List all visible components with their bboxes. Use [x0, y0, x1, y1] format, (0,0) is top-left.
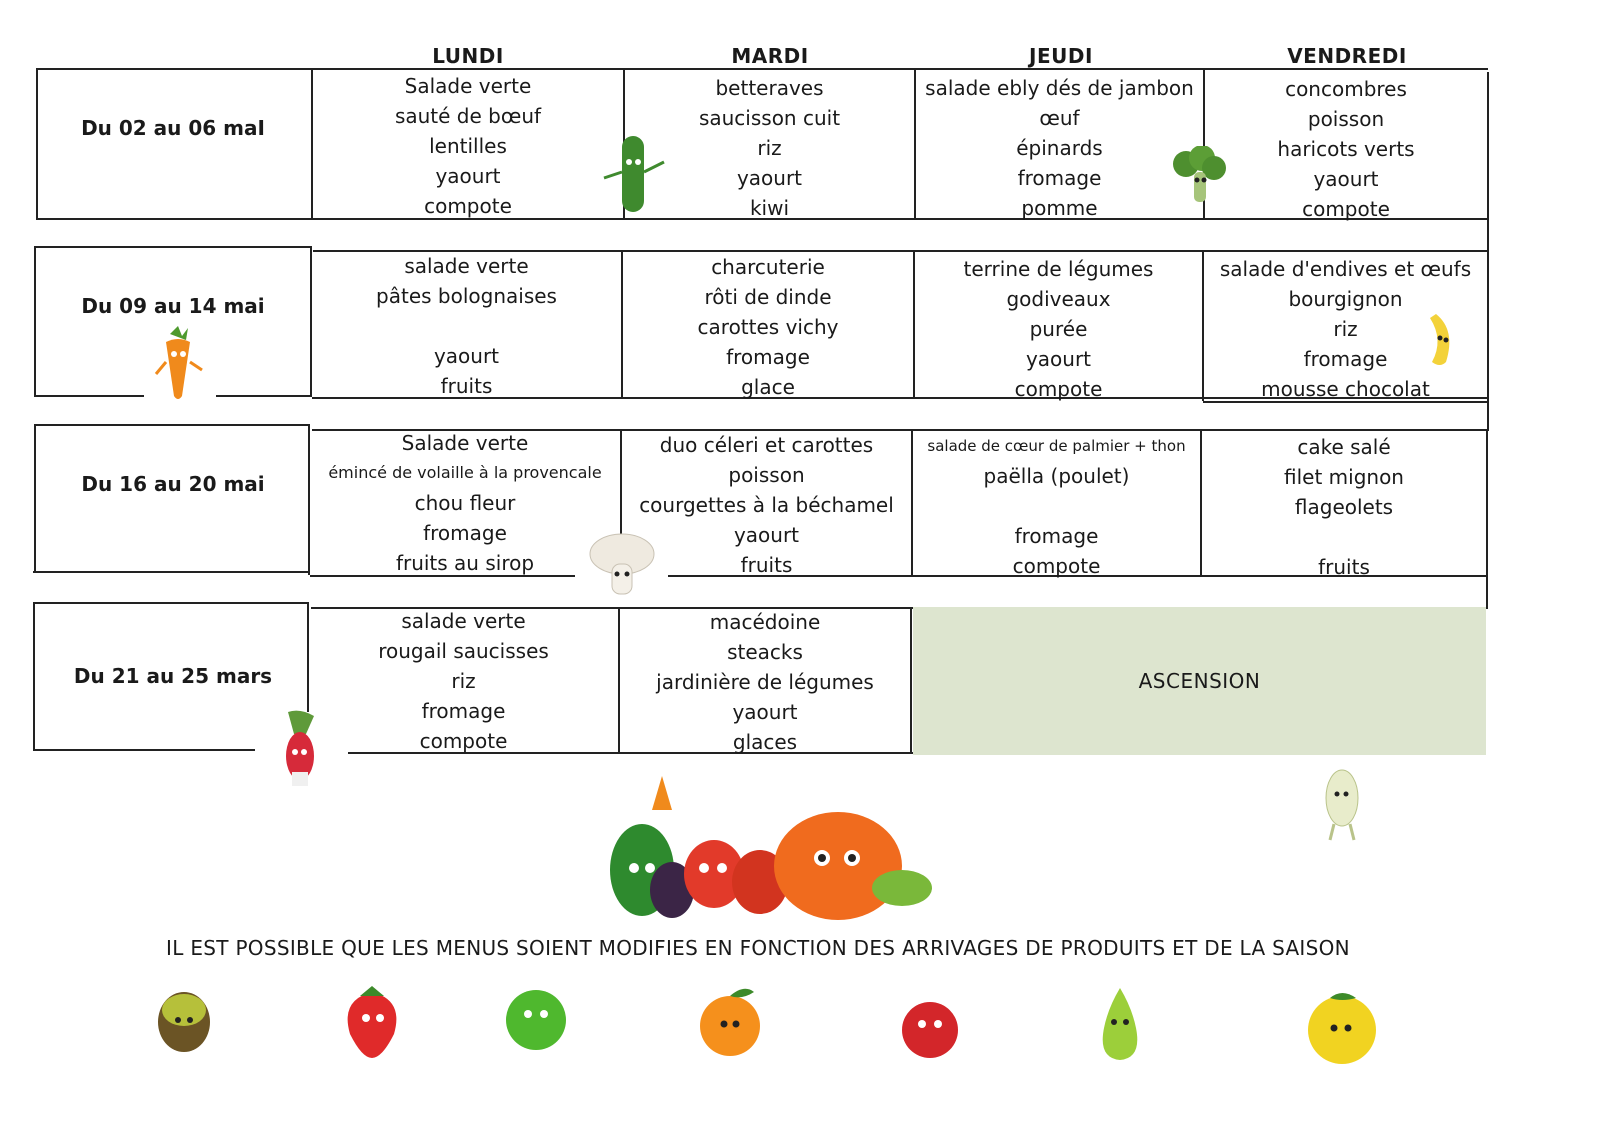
menu-lundi-week-2	[312, 251, 621, 401]
menu-item: betteraves	[715, 76, 824, 100]
day-header-lundi: LUNDI	[432, 44, 504, 68]
menu-item: fruits au sirop	[395, 551, 535, 575]
menu-item: salade verte	[404, 254, 529, 278]
menu-item: poisson	[1307, 107, 1385, 131]
menu-item: terrine de légumes	[963, 257, 1154, 281]
menu-mardi-week-2	[623, 252, 913, 402]
menu-item: chou fleur	[414, 491, 516, 515]
green-apple-mascot-icon	[494, 978, 578, 1058]
menu-item: pomme	[1021, 196, 1098, 220]
menu-item: œuf	[1039, 106, 1080, 130]
menu-item: haricots verts	[1277, 137, 1415, 161]
menu-item: yaourt	[1025, 347, 1092, 371]
broccoli-mascot-icon	[1168, 146, 1230, 206]
menu-item: compote	[419, 729, 508, 753]
menu-item: cake salé	[1297, 435, 1391, 459]
menu-item: bourgignon	[1288, 287, 1403, 311]
menu-item: salade verte	[401, 609, 526, 633]
menu-item: riz	[1333, 317, 1358, 341]
holiday-label: ASCENSION	[1138, 669, 1261, 693]
menu-item: fromage	[1014, 524, 1099, 548]
menu-item: fromage	[1017, 166, 1102, 190]
menu-item: concombres	[1285, 77, 1407, 101]
menu-item: Salade verte	[401, 431, 529, 455]
menu-item: lentilles	[429, 134, 507, 158]
menu-item: filet mignon	[1284, 465, 1404, 489]
menu-vendredi-week-1	[1205, 74, 1487, 224]
week-label: Du 02 au 06 maI	[81, 116, 265, 140]
menu-item: yaourt	[1313, 167, 1379, 191]
day-header-jeudi: JEUDI	[1029, 44, 1093, 68]
menu-item: compote	[1012, 554, 1101, 578]
menu-item: glace	[741, 375, 795, 399]
pear-mascot-icon	[1074, 978, 1166, 1070]
menu-lundi-week-4	[309, 606, 618, 756]
menu-item: yaourt	[732, 700, 798, 724]
menu-vendredi-week-3	[1202, 432, 1486, 582]
menu-item: fruits	[440, 374, 493, 398]
menu-item: carottes vichy	[697, 315, 839, 339]
menu-item: rougail saucisses	[378, 639, 549, 663]
week-label: Du 16 au 20 mai	[81, 472, 265, 496]
menu-item: riz	[451, 669, 476, 693]
menu-item: mousse chocolat	[1261, 377, 1430, 401]
menu-item: saucisson cuit	[698, 106, 841, 130]
menu-item: compote	[424, 194, 512, 218]
menu-item: purée	[1029, 317, 1088, 341]
menu-item: duo céleri et carottes	[659, 433, 874, 457]
menu-item: salade d'endives et œufs	[1219, 257, 1472, 281]
menu-item: riz	[757, 136, 782, 160]
menu-item: rôti de dinde	[704, 285, 832, 309]
menu-item: fromage	[1303, 347, 1388, 371]
holiday-cell	[913, 607, 1486, 755]
menu-item: paëlla (poulet)	[983, 464, 1130, 488]
day-header-vendredi: VENDREDI	[1287, 44, 1407, 68]
menu-item: flageolets	[1294, 495, 1394, 519]
menu-item: Salade verte	[404, 74, 532, 98]
menu-item: jardinière de légumes	[656, 670, 874, 694]
menu-item: salade ebly dés de jambon	[925, 76, 1194, 100]
cucumber-mascot-icon	[600, 132, 670, 220]
menu-jeudi-week-2	[915, 254, 1202, 404]
menu-item: yaourt	[433, 344, 500, 368]
menu-item: glaces	[732, 730, 798, 754]
menu-item: courgettes à la béchamel	[639, 493, 894, 517]
menu-item: steacks	[727, 640, 803, 664]
disclaimer-note: IL EST POSSIBLE QUE LES MENUS SOIENT MODIFIES EN FONCTION DES ARRIVAGES DE PRODUITS ET DE LA SAISON	[166, 936, 1350, 960]
menu-item: godiveaux	[1006, 287, 1111, 311]
banana-mascot-icon	[1416, 310, 1472, 372]
week-label: Du 21 au 25 mars	[73, 664, 273, 688]
menu-item: fromage	[421, 699, 506, 723]
menu-item: fromage	[726, 345, 810, 369]
menu-item: émincé de volaille à la provencale	[328, 463, 602, 482]
menu-jeudi-week-1	[916, 73, 1203, 223]
menu-item: salade de cœur de palmier + thon	[927, 437, 1186, 455]
grapefruit-mascot-icon	[1290, 984, 1396, 1074]
menu-lundi-week-1	[313, 71, 623, 221]
menu-item: poisson	[728, 463, 805, 487]
menu-jeudi-week-3	[913, 431, 1200, 581]
endive-mascot-icon	[1312, 764, 1372, 846]
mushroom-mascot-icon	[584, 530, 660, 602]
kiwi-mascot-icon	[146, 980, 226, 1062]
menu-item: pâtes bolognaises	[376, 284, 557, 308]
menu-item: fruits	[740, 553, 793, 577]
strawberry-mascot-icon	[330, 984, 414, 1064]
menu-item: fruits	[1318, 555, 1370, 579]
menu-item: macédoine	[709, 610, 821, 634]
menu-item: yaourt	[733, 523, 800, 547]
menu-item: yaourt	[435, 164, 501, 188]
menu-item: charcuterie	[711, 255, 825, 279]
radish-mascot-icon	[270, 708, 330, 808]
menu-lundi-week-3	[310, 428, 620, 578]
carrot-mascot-icon	[152, 326, 208, 408]
day-header-mardi: MARDI	[731, 44, 809, 68]
menu-item: yaourt	[736, 166, 803, 190]
menu-item: kiwi	[749, 196, 790, 220]
menu-item: compote	[1014, 377, 1103, 401]
vegetable-group-icon	[602, 770, 942, 920]
menu-item: fromage	[423, 521, 507, 545]
menu-mardi-week-4	[620, 607, 910, 757]
menu-item: compote	[1302, 197, 1390, 221]
menu-mardi-week-3	[622, 430, 911, 580]
menu-item: sauté de bœuf	[394, 104, 542, 128]
week-label: Du 09 au 14 mai	[81, 294, 265, 318]
orange-mascot-icon	[688, 984, 772, 1064]
menu-item: épinards	[1016, 136, 1103, 160]
red-apple-mascot-icon	[888, 992, 972, 1066]
